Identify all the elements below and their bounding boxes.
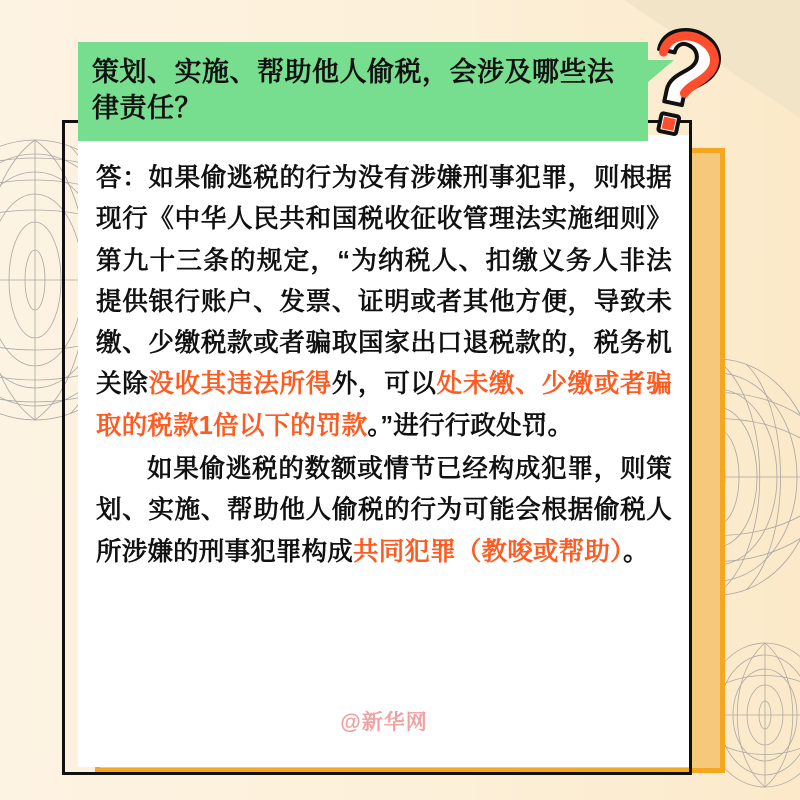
answer-paragraph-2 [96, 449, 672, 573]
text-run: 如果偷逃税的行为没有涉嫌刑事犯罪，则根据现行《中华人民共和国税收征收管理法实施细则》第九十三条的规定，“为纳税人、扣缴义务人非法提供银行账户、发票、证明或者其他方便，导致未缴、少缴税款或者骗取国家出口退税款的，税务机关除 [96, 164, 672, 399]
text-run: 外，可以 [331, 370, 437, 399]
highlighted-text-run: 共同犯罪（教唆或帮助） [353, 537, 623, 566]
answer-body [96, 158, 672, 718]
watermark: @新华网 [340, 711, 428, 734]
text-run: 如果偷逃税的数额或情节已经构成犯罪，则策划、实施、帮助他人偷税的行为可能会根据偷税人所涉嫌的刑事犯罪构成 [96, 455, 672, 566]
highlighted-text-run: 没收其违法所得 [148, 370, 332, 399]
text-run: 。”进行行政处罚。 [367, 411, 574, 440]
question-mark-icon [624, 20, 734, 150]
question-title: 策划、实施、帮助他人偷税，会涉及哪些法律责任？ [92, 57, 615, 124]
text-run: 。 [622, 537, 649, 566]
question-banner [78, 42, 648, 141]
text-run: 答： [96, 164, 149, 192]
answer-paragraph-1 [96, 158, 672, 447]
highlighted-text-run: 处未缴、少缴或者骗取的税款1倍以下的罚款 [96, 370, 672, 440]
